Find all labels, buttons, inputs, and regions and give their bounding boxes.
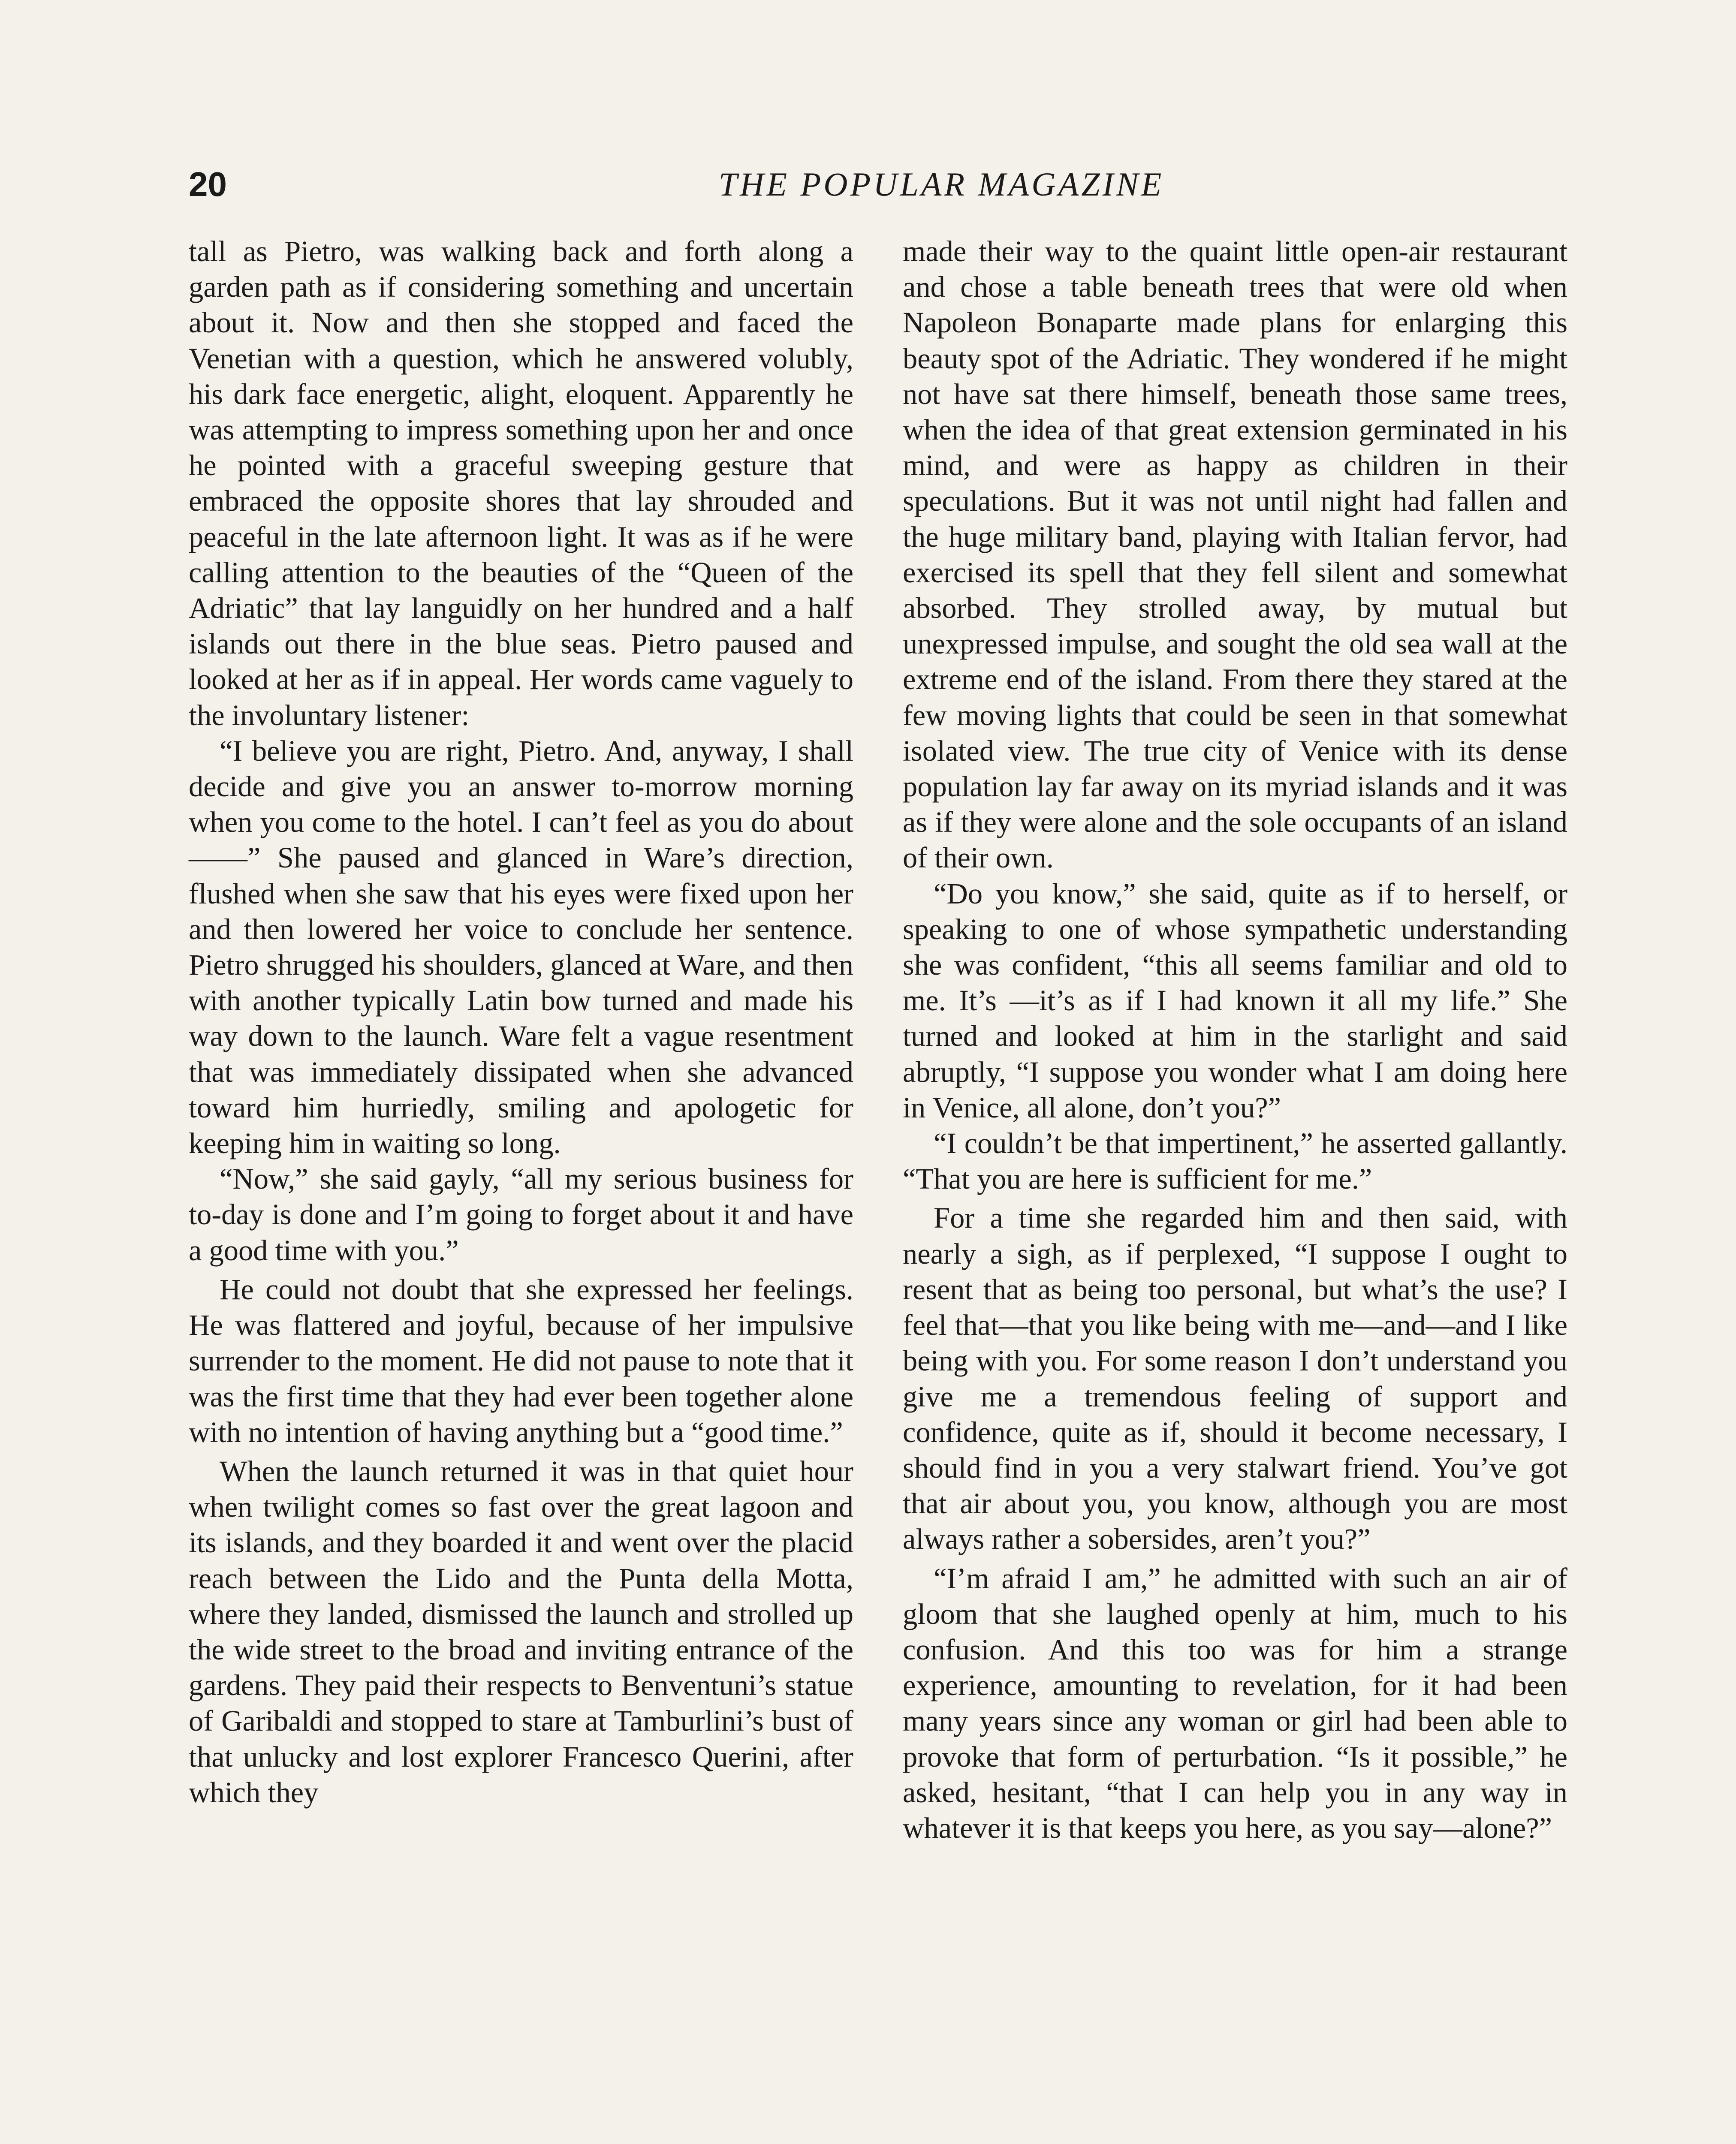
- paragraph: “Do you know,” she said, quite as if to herself, or speaking to one of whose sympathetic understanding she was confident, “this all seems familiar and old to me. It’s —it’s as if I had known it all my life.” She turned and looked at him in the starlight and said abruptly, “I suppose you wonder what I am doing here in Venice, all alone, don’t you?”: [903, 877, 1567, 1124]
- running-title: THE POPULAR MAGAZINE: [718, 166, 1164, 203]
- paragraph: “I couldn’t be that impertinent,” he asserted gallantly. “That you are here is sufficient for me.”: [903, 1127, 1567, 1195]
- paragraph: made their way to the quaint little open-air restaurant and chose a table beneath trees that were old when Napoleon Bonaparte made plans for enlarging this beauty spot of the Adriatic. They wondered if he might not have sat there himself, beneath those same trees, when the idea of that great extension germinated in his mind, and were as happy as children in their speculations. But it was not until night had fallen and the huge military band, playing with Italian fervor, had exercised its spell that they fell silent and somewhat absorbed. They strolled away, by mutual but unexpressed impulse, and sought the old sea wall at the extreme end of the island. From there they stared at the few moving lights that could be seen in that somewhat isolated view. The true city of Venice with its dense population lay far away on its myriad islands and it was as if they were alone and the sole occupants of an island of their own.: [903, 235, 1567, 874]
- paragraph: tall as Pietro, was walking back and forth along a garden path as if considering something and uncertain about it. Now and then she stopped and faced the Venetian with a question, which he answered volubly, his dark face energetic, alight, eloquent. Apparently he was attempting to impress something upon her and once he pointed with a graceful sweeping gesture that embraced the opposite shores that lay shrouded and peaceful in the late afternoon light. It was as if he were calling attention to the beauties of the “Queen of the Adriatic” that lay languidly on her hundred and a half islands out there in the blue seas. Pietro paused and looked at her as if in appeal. Her words came vaguely to the involuntary listener:: [189, 235, 853, 732]
- paragraph: “Now,” she said gayly, “all my serious business for to-day is done and I’m going to forget about it and have a good time with you.”: [189, 1162, 853, 1267]
- right-column: [903, 234, 1567, 1846]
- paragraph: He could not doubt that she expressed her feelings. He was flattered and joyful, because of her impulsive surrender to the moment. He did not pause to note that it was the first time that they had ever been together alone with no intention of having anything but a “good time.”: [189, 1273, 853, 1448]
- page-header: [189, 159, 1574, 214]
- paragraph: For a time she regarded him and then said, with nearly a sigh, as if perplexed, “I suppose I ought to resent that as being too personal, but what’s the use? I feel that—that you like being with me—and—and I like being with you. For some reason I don’t understand you give me a tremendous feeling of support and confidence, quite as if, should it become necessary, I should find in you a very stalwart friend. You’ve got that air about you, you know, although you are most always rather a sobersides, aren’t you?”: [903, 1201, 1567, 1556]
- page-number: 20: [189, 165, 227, 203]
- left-column: [189, 234, 853, 1810]
- paragraph: “I believe you are right, Pietro. And, anyway, I shall decide and give you an answer to-morrow morning when you come to the hotel. I can’t feel as you do about——” She paused and glanced in Ware’s direction, flushed when she saw that his eyes were fixed upon her and then lowered her voice to conclude her sentence. Pietro shrugged his shoulders, glanced at Ware, and then with another typically Latin bow turned and made his way down to the launch. Ware felt a vague resentment that was immediately dissipated when she advanced toward him hurriedly, smiling and apologetic for keeping him in waiting so long.: [189, 734, 853, 1160]
- paragraph: “I’m afraid I am,” he admitted with such an air of gloom that she laughed openly at him, much to his confusion. And this too was for him a strange experience, amounting to revelation, for it had been many years since any woman or girl had been able to provoke that form of perturbation. “Is it possible,” he asked, hesitant, “that I can help you in any way in whatever it is that keeps you here, as you say—alone?”: [903, 1562, 1567, 1844]
- paragraph: When the launch returned it was in that quiet hour when twilight comes so fast over the great lagoon and its islands, and they boarded it and went over the placid reach between the Lido and the Punta della Motta, where they landed, dismissed the launch and strolled up the wide street to the broad and inviting entrance of the gardens. They paid their respects to Benventuni’s statue of Garibaldi and stopped to stare at Tamburlini’s bust of that unlucky and lost explorer Francesco Querini, after which they: [189, 1454, 853, 1809]
